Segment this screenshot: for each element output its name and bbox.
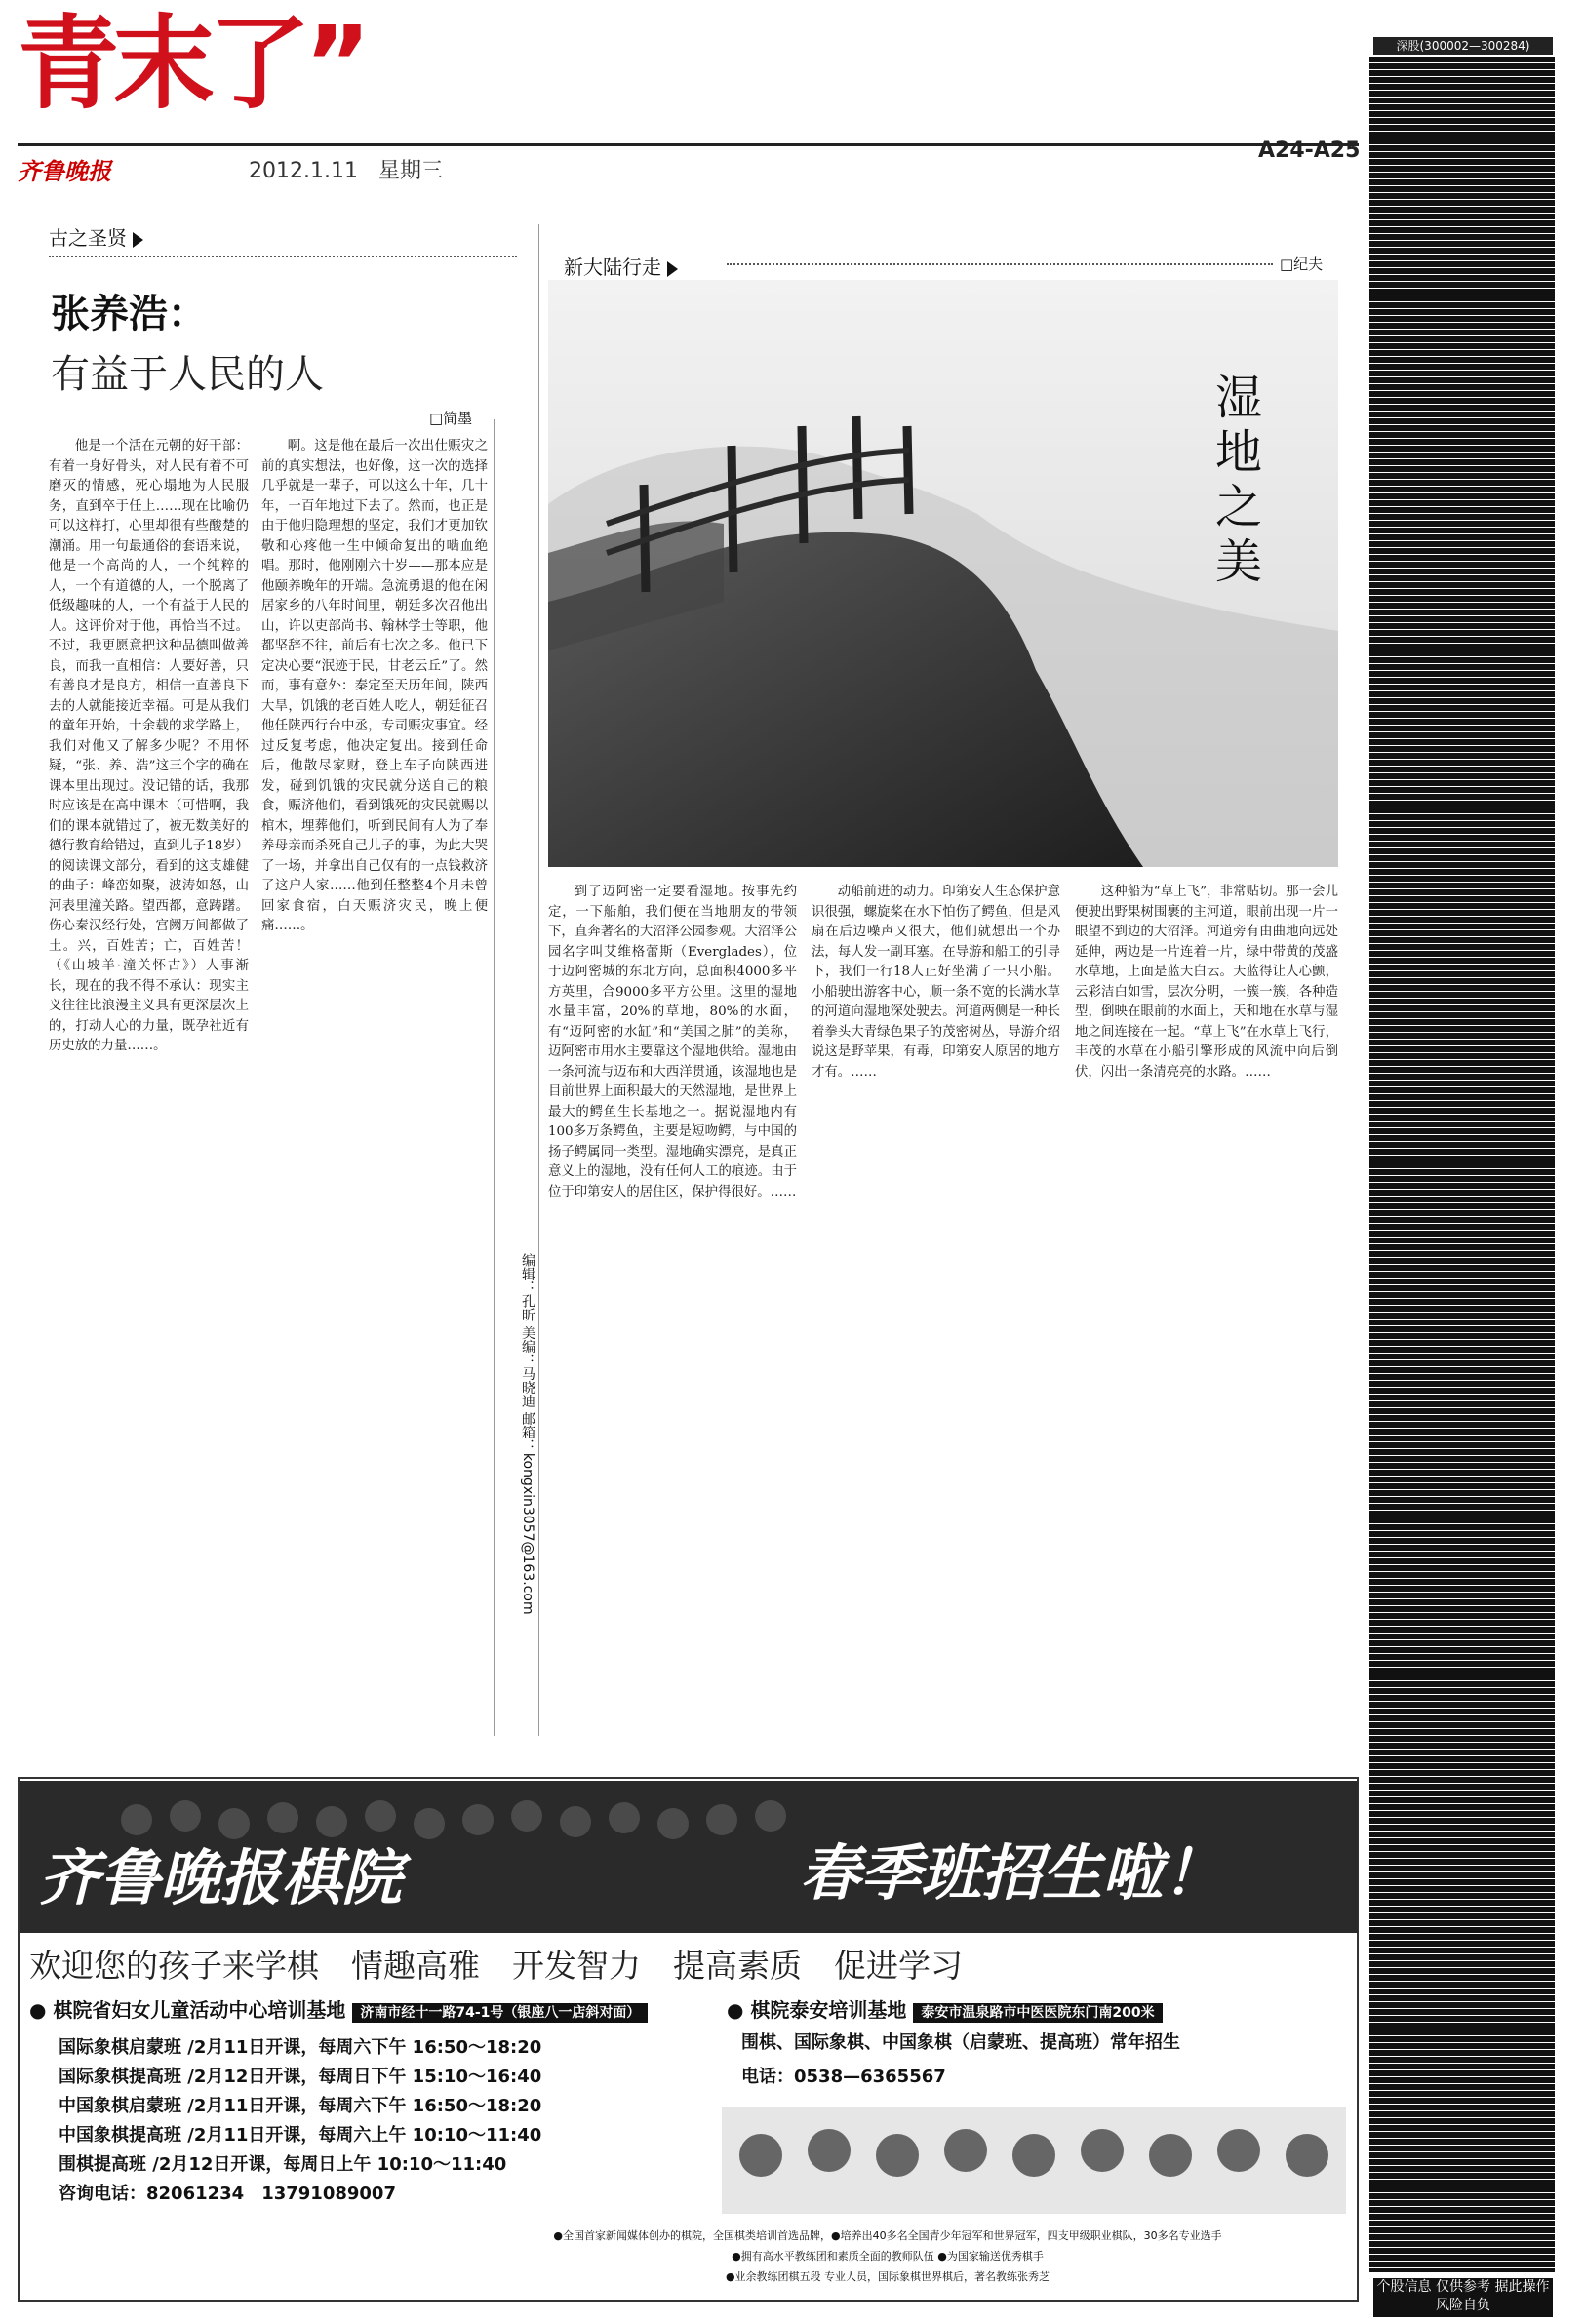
- article-column: [261, 437, 488, 1734]
- note-line: ●全国首家新闻媒体创办的棋院，全国棋类培训首选品牌，●培养出40多名全国青少年冠军和世界冠军，四支甲级职业棋队，30多名专业选手: [553, 2229, 1222, 2242]
- ad-base-taian: [727, 1994, 1163, 2023]
- course-item: 围棋提高班 /2月12日开课，每周日上午 10:10～11:40: [59, 2154, 507, 2175]
- arrow-icon: [667, 261, 678, 277]
- column-rule: [494, 419, 495, 1736]
- arrow-icon: [133, 232, 143, 248]
- base-address: 济南市经十一路74-1号（银座八一店斜对面）: [352, 2003, 648, 2023]
- column-rule: [538, 224, 539, 1736]
- course-item: 中国象棋启蒙班 /2月11日开课，每周六下午 16:50～18:20: [59, 2096, 542, 2116]
- ad-footnotes: [429, 2226, 1346, 2287]
- stock-listing: [1369, 57, 1555, 2272]
- section-name: 新大陆行走: [564, 256, 661, 279]
- section-name: 古之圣贤: [49, 226, 127, 250]
- ad-phone: 咨询电话：82061234 13791089007: [59, 2184, 396, 2204]
- column-text: 动船前进的动力。印第安人生态保护意识很强，螺旋桨在水下怕伤了鳄鱼，但是风扇在后边噪声又很大，他们就想出一个办法，每人发一副耳塞。在导游和船工的引导下，我们一行18人正好坐满了一只小船。小船驶出游客中心，顺一条不宽的长满水草的河道向湿地深处驶去。河道两侧是一种长着拳头大青绿色果子的茂密树丛，导游介绍说这是野苹果，有毒，印第安人原居的地方才有。……: [812, 885, 1060, 1080]
- column-text: 他是一个活在元朝的好干部：有着一身好骨头，对人民有着不可磨灭的情感，死心塌地为人民服务，直到卒于任上……现在比喻仍可以这样打，心里却很有些酸楚的潮涌。用一句最通俗的套语来说，他是一个高尚的人，一个纯粹的人，一个有道德的人，一个脱离了低级趣味的人，一个有益于人民的人。这评价对于他，再恰当不过。不过，我更愿意把这种品德叫做善良，而我一直相信：人要好善，只有善良才是良方，相信一直善良下去的人就能接近幸福。可是从我们的童年开始，十余载的求学路上，我们对他又了解多少呢？不用怀疑，“张、养、浩”这三个字的确在课本里出现过。没记错的话，我那时应该是在高中课本（可惜啊，我们的课本就错过了，被无数美好的德行教育给错过，直到儿子18岁）的阅读课文部分，看到的这支雄健的曲子：峰峦如聚，波涛如怒，山河表里潼关路。望西都，意踌躇。伤心秦汉经行处，宫阙万间都做了土。兴，百姓苦；亡，百姓苦！（《山坡羊·潼关怀古》）人事渐长，现在的我不得不承认：现实主义往往比浪漫主义具有更深层次上的，打动人心的力量，既孕社近有历史放的力量……。: [49, 439, 249, 1053]
- note-line: ●业余教练团棋五段 专业人员，国际象棋世界棋后，著名教练张秀芝: [725, 2270, 1050, 2283]
- column-text: 这种船为“草上飞”，非常贴切。那一会儿便驶出野果树围裹的主河道，眼前出现一片一眼望不到边的大沼泽。河道旁有由曲地向远处延伸，两边是一片连着一片，绿中带黄的茂盛水草地，上面是蓝天白云。天蓝得让人心颤，云彩洁白如雪，层次分明，一簇一簇，各种造型，倒映在眼前的水面上，天和地在水草与湿地之间连接在一起。“草上飞”在水草上飞行，丰茂的水草在小船引擎形成的风流中向后倒伏，闪出一条清亮亮的水路。……: [1075, 885, 1338, 1080]
- students-photo: [722, 2107, 1346, 2214]
- note-line: ●拥有高水平教练团和素质全面的教师队伍 ●为国家输送优秀棋手: [732, 2250, 1044, 2263]
- page-number: A24-A25: [1258, 138, 1361, 163]
- stock-header: 深股(300002—300284): [1373, 37, 1553, 55]
- section-divider: [49, 256, 517, 257]
- article-column: [49, 437, 249, 1734]
- article-subtitle: 有益于人民的人: [51, 352, 324, 397]
- ad-slogan: 欢迎您的孩子来学棋 情趣高雅 开发智力 提高素质 促进学习: [29, 1947, 963, 1985]
- ad-course-list: [59, 2033, 541, 2209]
- right-section-label: [564, 252, 678, 280]
- masthead-rule: [18, 143, 1359, 146]
- byline: □简墨: [429, 410, 473, 427]
- ad-title-right: 春季班招生啦！: [800, 1837, 1224, 1909]
- weekday: 星期三: [377, 159, 443, 183]
- ad-title-left: 齐鲁晚报棋院: [39, 1842, 403, 1913]
- ad-base-jinan: [29, 1994, 648, 2023]
- base-name: ● 棋院泰安培训基地: [727, 1998, 907, 2022]
- course-item: 国际象棋提高班 /2月12日开课，每周日下午 15:10～16:40: [59, 2067, 542, 2087]
- article-title: 张养浩：: [51, 292, 207, 336]
- article-title-vertical: 湿地之美: [1214, 371, 1262, 589]
- section-divider: [727, 263, 1273, 265]
- byline: □纪夫: [1280, 256, 1324, 273]
- column-text: 啊。这是他在最后一次出仕赈灾之前的真实想法，也好像，这一次的选择几乎就是一辈子，可以这么十年，几十年，一百年地过下去了。然而，也正是由于他归隐理想的坚定，我们才更加钦敬和心疼他一生中倾命复出的啮血绝唱。那时，他刚刚六十岁——那本应是他颐养晚年的开端。急流勇退的他在闲居家乡的八年时间里，朝廷多次召他出山，许以吏部尚书、翰林学士等职，他都坚辞不往，前后有七次之多。他已下定决心要“泯迹于民，甘老云丘”了。然而，事有意外：秦定至天历年间，陕西大旱，饥饿的老百姓人吃人，朝廷征召他任陕西行台中丞，专司赈灾事宜。经过反复考虑，他决定复出。接到任命后，他散尽家财，登上车子向陕西进发，碰到饥饿的灾民就分送自己的粮食，赈济他们，看到饿死的灾民就赐以棺木，埋葬他们，听到民间有人为了奉养母亲而杀死自己儿子的事，为此大哭了一场，并拿出自己仅有的一点钱救济了这户人家……他到任整整4个月未曾回家食宿，白天赈济灾民，晚上便痛……。: [261, 439, 488, 933]
- masthead-brand: 青末了”: [18, 4, 366, 123]
- ad-base2-phone: 电话：0538—6365567: [741, 2067, 946, 2087]
- ad-banner: [20, 1781, 1358, 1933]
- article-column: [812, 883, 1060, 1731]
- editor-credit: 编辑：孔昕 美编：马晓迪 邮箱：kongxin3057@163.com: [520, 1253, 535, 1615]
- course-item: 国际象棋启蒙班 /2月11日开课，每周六下午 16:50～18:20: [59, 2037, 542, 2058]
- ad-base2-courses: 围棋、国际象棋、中国象棋（启蒙班、提高班）常年招生: [741, 2032, 1180, 2053]
- paper-logo: 齐鲁晚报: [18, 157, 111, 185]
- base-address: 泰安市温泉路市中医医院东门南200米: [913, 2003, 1162, 2023]
- date: 2012.1.11: [249, 159, 358, 183]
- article-column: [1075, 883, 1338, 1731]
- dateline: [249, 154, 443, 184]
- base-name: ● 棋院省妇女儿童活动中心培训基地: [29, 1998, 346, 2022]
- stock-disclaimer: 个股信息 仅供参考 据此操作 风险自负: [1373, 2278, 1553, 2317]
- column-text: 到了迈阿密一定要看湿地。按事先约定，一下船舶，我们便在当地朋友的带领下，直奔著名的大沼泽公园参观。大沼泽公园名字叫艾维格蕾斯（Everglades），位于迈阿密城的东北方向，总面积4000多平方英里，合9000多平方公里。这里的湿地水量丰富，20%的草地，80%的水面，有“迈阿密的水缸”和“美国之肺”的美称，迈阿密市用水主要靠这个湿地供给。湿地由一条河流与迈布和大西洋贯通，该湿地也是目前世界上面积最大的天然湿地，是世界上最大的鳄鱼生长基地之一。据说湿地内有100多万条鳄鱼，主要是短吻鳄，与中国的扬子鳄属同一类型。湿地确实漂亮，是真正意义上的湿地，没有任何人工的痕迹。由于位于印第安人的居住区，保护得很好。……: [548, 885, 797, 1200]
- article-column: [548, 883, 797, 1731]
- course-item: 中国象棋提高班 /2月11日开课，每周六上午 10:10～11:40: [59, 2125, 542, 2146]
- left-section-label: [49, 222, 143, 251]
